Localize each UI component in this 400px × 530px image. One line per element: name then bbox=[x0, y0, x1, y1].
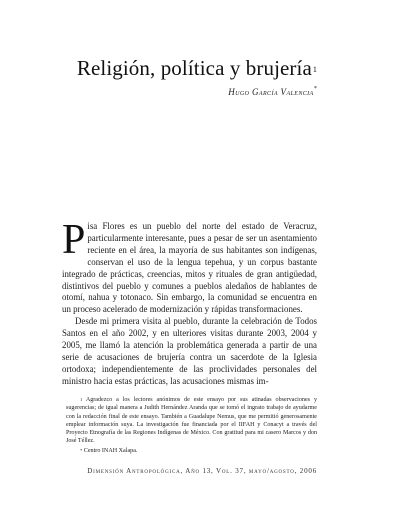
author-note-mark: * bbox=[313, 86, 317, 92]
drop-cap: P bbox=[62, 217, 86, 263]
author-name-text: Hugo García Valencia bbox=[228, 87, 314, 97]
article-body bbox=[62, 217, 317, 388]
footnote-2-mark: * bbox=[80, 447, 83, 453]
title-note-mark: 1 bbox=[312, 65, 317, 74]
footnote-1-text: Agradezco a los lectores anónimos de este ensayo por sus atinadas observaciones y sugerencias; de igual manera a Judith Hernández Aranda que se tomó el ingrato trabajo de ayudarme con la redacción final de este ensayo. También a Guadalupe Nemus, que me permitió generosamente emplear información suya. La investigación fue financiada por el IIFAH y Conacyt a través del Proyecto Etnografía de las Regiones Indígenas de México. Con gratitud para mi casero Marcos y don José Téllez. bbox=[66, 397, 317, 445]
paragraph-1-text: isa Flores es un pueblo del norte del estado de Veracruz, particularmente interesante, pues a pesar de ser un asentamiento reciente en el área, la mayoría de sus habitantes son indígenas, conservan el uso de la lengua tepehua, y un corpus bastante integrado de prácticas, creencias, mitos y rituales de gran antigüedad, distintivos del pueblo y comunes a pueblos aledaños de hablantes de otomí, nahua y totonaco. Sin embargo, la comunidad se encuentra en un proceso acelerado de modernización y rápidas transformaciones. bbox=[62, 221, 317, 315]
paragraph-1 bbox=[62, 217, 317, 316]
footnote-1-mark: 1 bbox=[80, 397, 83, 402]
footnote-2-text: Centro INAH Xalapa. bbox=[83, 447, 138, 454]
footnotes bbox=[66, 396, 317, 456]
paragraph-2: Desde mi primera visita al pueblo, durante la celebración de Todos Santos en el año 2002, y en ulteriores visitas durante 2003, 2004 y 2005, me llamó la atención la problemática generada a partir de una serie de acusaciones de brujería contra un sacerdote de la Iglesia ortodoxa; independientemente de las proclividades personales del ministro hacia estas prácticas, las acusaciones mismas im- bbox=[62, 316, 317, 386]
author-name bbox=[228, 87, 317, 97]
article-title bbox=[77, 56, 317, 80]
footnote-1 bbox=[66, 396, 317, 446]
running-footer: Dimensión Antropológica, Año 13, Vol. 37, mayo/agosto, 2006 bbox=[87, 467, 317, 475]
footnote-2 bbox=[66, 447, 317, 455]
article-title-text: Religión, política y brujería bbox=[76, 56, 312, 80]
